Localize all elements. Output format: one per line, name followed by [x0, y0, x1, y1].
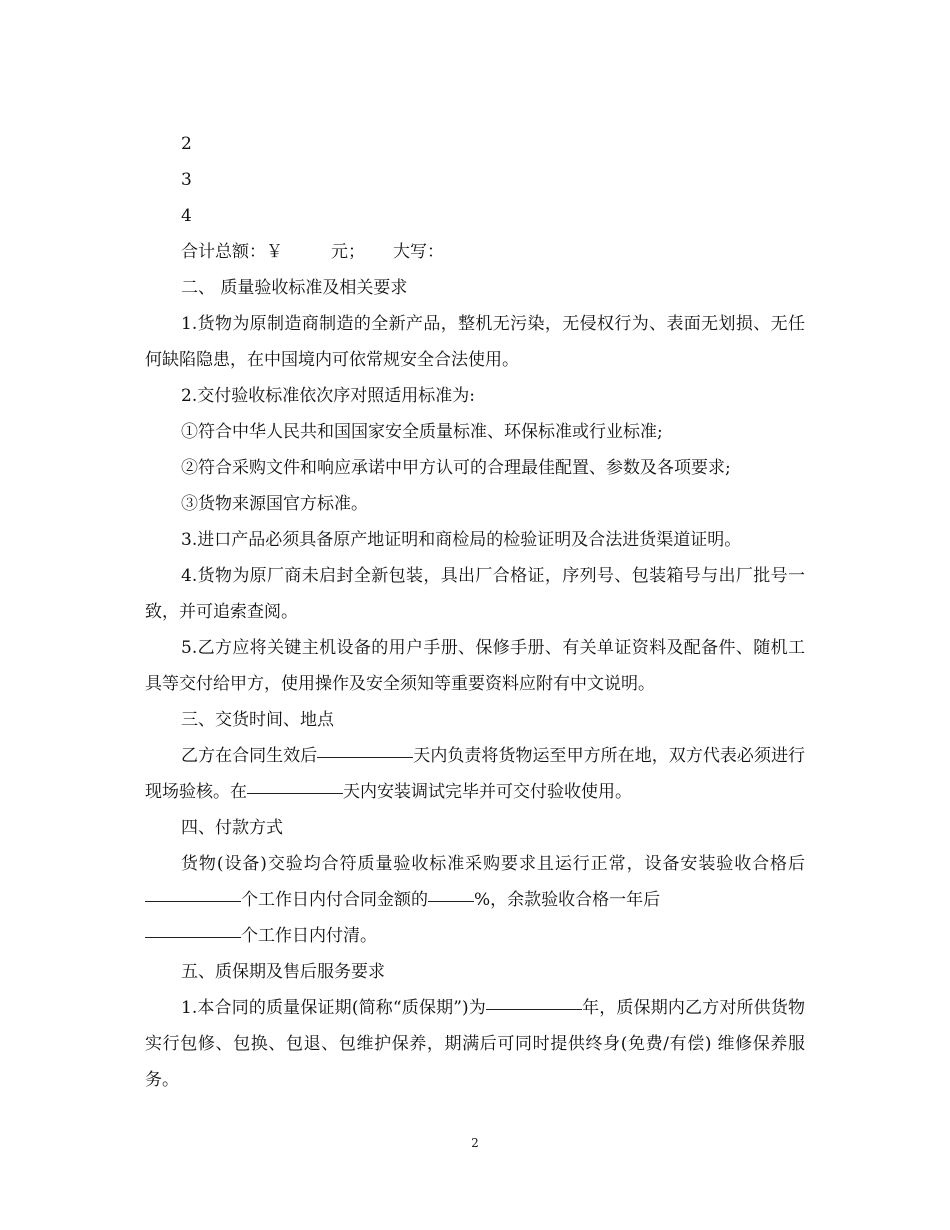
uppercase-amount-label: 大写： [393, 242, 444, 262]
delivery-text-1: 乙方在合同生效后 [181, 746, 318, 766]
warranty-text-1: 1.本合同的质量保证期(简称“质保期”)为 [181, 998, 486, 1018]
section-heading-payment: 四、付款方式 [181, 818, 283, 838]
clause-delivery [145, 738, 805, 810]
list-item-number-4: 4 [181, 206, 192, 226]
clause-warranty-1 [145, 990, 805, 1098]
section-heading-quality: 二、 质量验收标准及相关要求 [181, 278, 408, 298]
list-item-number-2: 2 [181, 134, 192, 154]
warranty-text-2: 年，质保期内乙方对所供货物实行包修、包换、包退、包维护保养，期满后可同时提供终身(免费/有偿) 维修保养服务。 [145, 998, 806, 1090]
payment-text-4: 个工作日内付清。 [241, 926, 377, 946]
blank-field [247, 792, 343, 794]
clause-payment [145, 846, 805, 954]
total-amount-label: 合计总额：￥ [181, 242, 283, 262]
clause-quality-2: 2.交付验收标准依次序对照适用标准为: [181, 386, 475, 406]
total-amount-line [145, 234, 805, 270]
delivery-text-2: 天内负责将货物运至甲方所在地，双方代表必须进行现场验核。在 [145, 746, 806, 802]
list-item-number-3: 3 [181, 170, 192, 190]
page-number: 2 [471, 1136, 479, 1150]
blank-field [145, 936, 241, 938]
blank-field [317, 756, 413, 758]
payment-text-3: %，余款验收合格一年后 [474, 890, 661, 910]
blank-field [428, 900, 474, 902]
blank-field [145, 900, 241, 902]
standard-item-2: ②符合采购文件和响应承诺中甲方认可的合理最佳配置、参数及各项要求; [181, 458, 731, 478]
contract-body [145, 126, 805, 1098]
delivery-text-3: 天内安装调试完毕并可交付验收使用。 [343, 782, 632, 802]
clause-quality-3: 3.进口产品必须具备原产地证明和商检局的检验证明及合法进货渠道证明。 [181, 530, 742, 550]
section-heading-warranty: 五、质保期及售后服务要求 [181, 962, 385, 982]
payment-text-2: 个工作日内付合同金额的 [241, 890, 428, 910]
clause-quality-1: 1.货物为原制造商制造的全新产品，整机无污染，无侵权行为、表面无划损、无任何缺陷隐患，在中国境内可依常规安全合法使用。 [145, 314, 805, 370]
section-heading-delivery: 三、交货时间、地点 [181, 710, 334, 730]
standard-item-3: ③货物来源国官方标准。 [181, 494, 368, 514]
clause-quality-4: 4.货物为原厂商未启封全新包装，具出厂合格证，序列号、包装箱号与出厂批号一致，并可追索查阅。 [145, 566, 805, 622]
standard-item-1: ①符合中华人民共和国国家安全质量标准、环保标准或行业标准; [181, 422, 663, 442]
yuan-label: 元； [331, 242, 365, 262]
blank-field [486, 1008, 582, 1010]
clause-quality-5: 5.乙方应将关键主机设备的用户手册、保修手册、有关单证资料及配备件、随机工具等交付给甲方，使用操作及安全须知等重要资料应附有中文说明。 [145, 638, 805, 694]
payment-text-1: 货物(设备)交验均合符质量验收标准采购要求且运行正常，设备安装验收合格后 [181, 854, 805, 874]
